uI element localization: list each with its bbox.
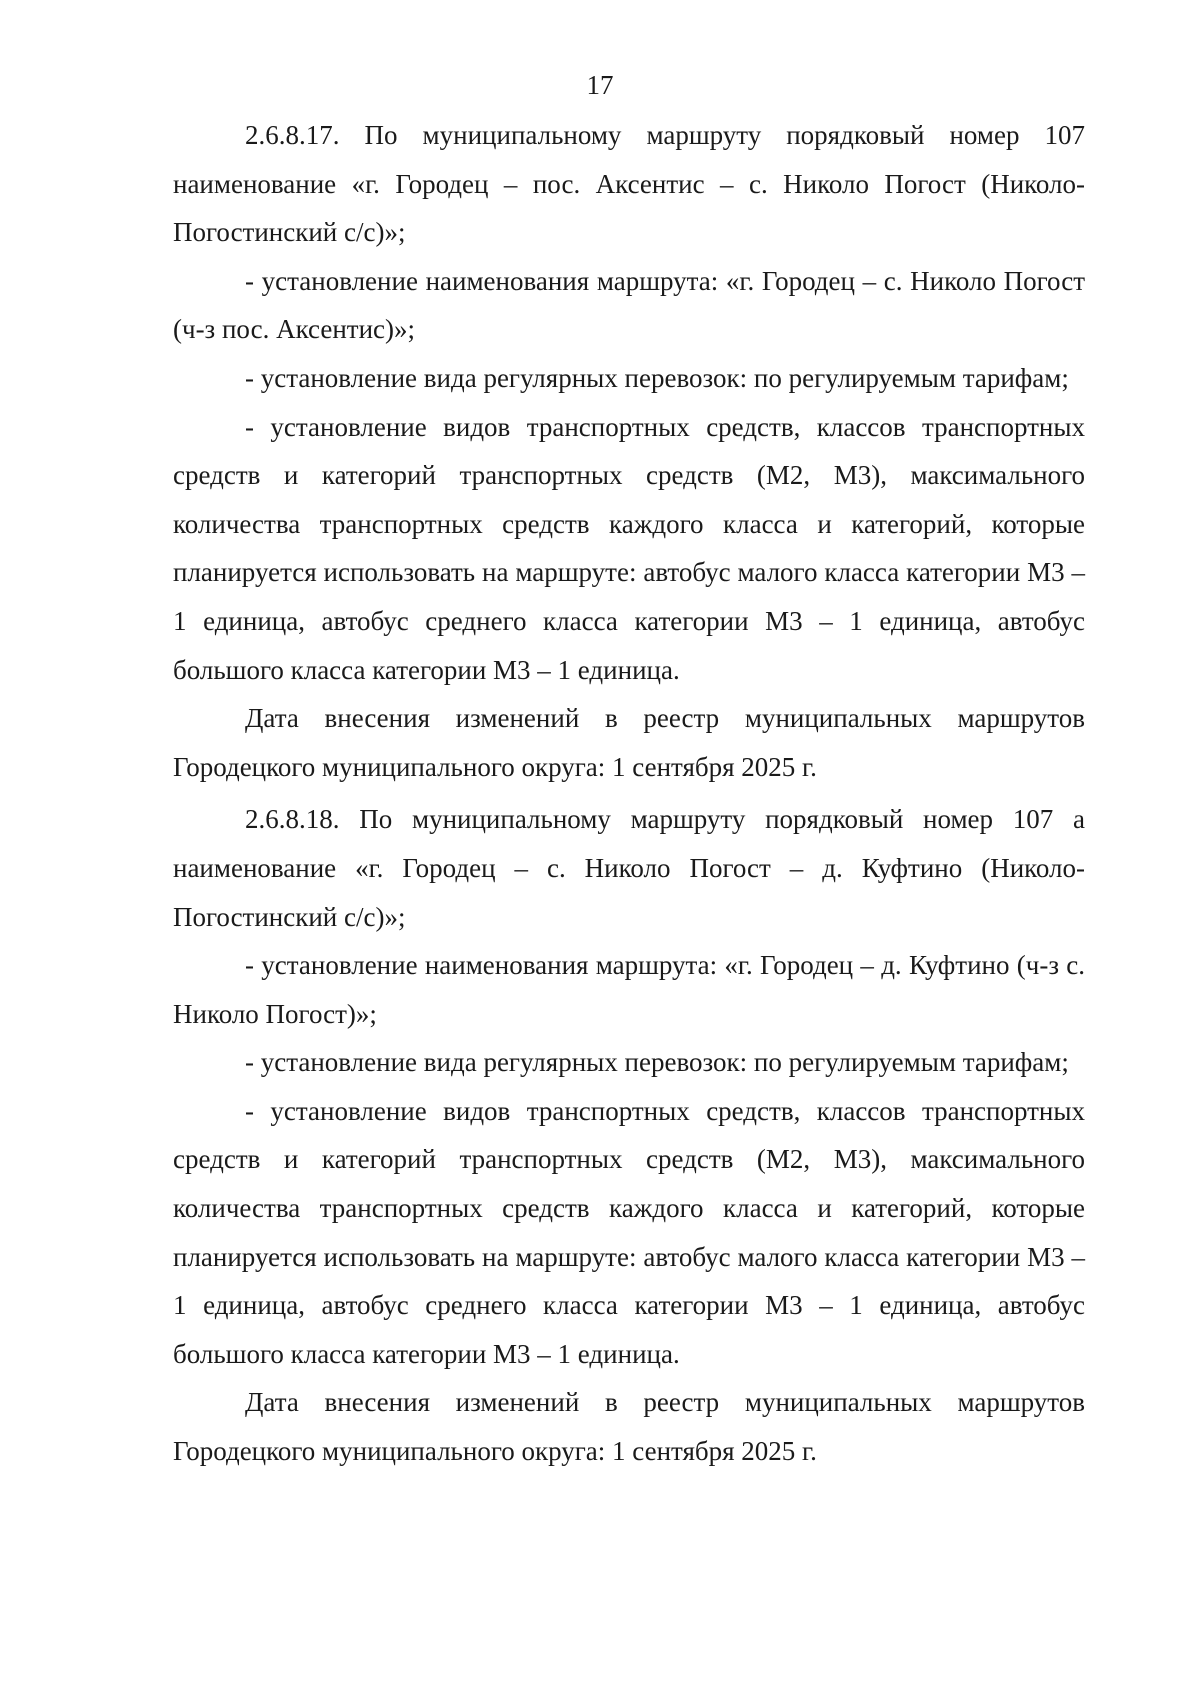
vehicle-classes: - установление видов транспортных средств, классов транспортных средств и категорий транспортных средств (М2, М3), максимального количества транспортных средств каждого класса и категорий, которые планируется использовать на маршруте: автобус малого класса категории М3 – 1 единица, автобус среднего класса категории М3 – 1 единица, автобус большого класса категории М3 – 1 единица. [173,411,1085,685]
registry-change-date: Дата внесения изменений в реестр муниципальных маршрутов Городецкого муниципального округа: 1 сентября 2025 г. [173,703,1085,782]
document-body [173,111,1085,1480]
section-2-6-8-18 [173,795,1085,1475]
section-heading: 2.6.8.17. По муниципальному маршруту порядковый номер 107 наименование «г. Городец – пос. Аксентис – с. Николо Погост (Николо-Погостинский с/с)»; [173,120,1085,248]
tariff-type: - установление вида регулярных перевозок: по регулируемым тарифам; [245,1047,1069,1078]
section-heading: 2.6.8.18. По муниципальному маршруту порядковый номер 107 а наименование «г. Городец – с. Николо Погост – д. Куфтино (Николо-Погостинский с/с)»; [173,804,1085,932]
registry-change-date: Дата внесения изменений в реестр муниципальных маршрутов Городецкого муниципального округа: 1 сентября 2025 г. [173,1387,1085,1467]
tariff-type: - установление вида регулярных перевозок: по регулируемым тарифам; [245,362,1069,393]
page-number: 17 [586,70,614,100]
route-name-change: - установление наименования маршрута: «г. Городец – с. Николо Погост (ч-з пос. Аксентис)»; [173,265,1085,345]
route-name-change: - установление наименования маршрута: «г. Городец – д. Куфтино (ч-з с. Николо Погост)»; [173,950,1085,1029]
vehicle-classes: - установление видов транспортных средств, классов транспортных средств и категорий транспортных средств (М2, М3), максимального количества транспортных средств каждого класса и категорий, которые планируется использовать на маршруте: автобус малого класса категории М3 – 1 единица, автобус среднего класса категории М3 – 1 единица, автобус большого класса категории М3 – 1 единица. [173,1095,1085,1369]
section-2-6-8-17 [173,111,1085,791]
